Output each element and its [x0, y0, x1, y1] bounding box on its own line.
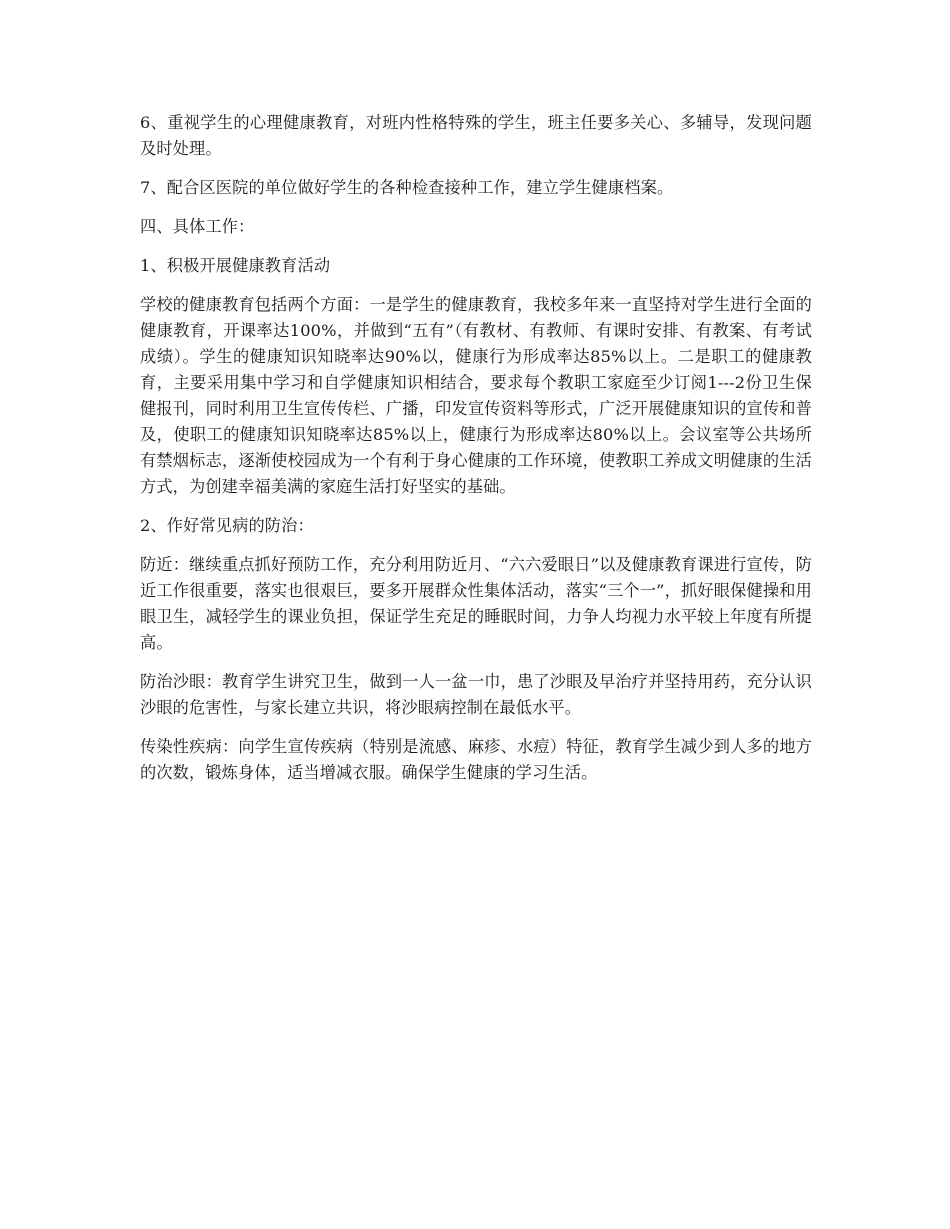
paragraph-myopia-prevention: 防近：继续重点抓好预防工作，充分利用防近月、“六六爱眼日”以及健康教育课进行宣传，防近工作很重要，落实也很艰巨，要多开展群众性集体活动，落实“三个一”，抓好眼保健操和用眼卫生，减轻学生的课业负担，保证学生充足的睡眠时间，力争人均视力水平较上年度有所提高。 [140, 555, 812, 652]
subheading-health-education: 1、积极开展健康教育活动 [140, 256, 331, 275]
paragraph-item-7: 7、配合区医院的单位做好学生的各种检查接种工作，建立学生健康档案。 [140, 178, 674, 197]
paragraph-health-education: 学校的健康教育包括两个方面：一是学生的健康教育，我校多年来一直坚持对学生进行全面的健康教育，开课率达100%，并做到“五有”（有教材、有教师、有课时安排、有教案、有考试成绩）。学生的健康知识知晓率达90%以，健康行为形成率达85%以上。二是职工的健康教育，主要采用集中学习和自学健康知识相结合，要求每个教职工家庭至少订阅1---2份卫生保健报刊，同时利用卫生宣传传栏、广播，印发宣传资料等形式，广泛开展健康知识的宣传和普及，使职工的健康知识知晓率达85%以上，健康行为形成率达80%以上。会议室等公共场所有禁烟标志，逐渐使校园成为一个有利于身心健康的工作环境，使教职工养成文明健康的生活方式，为创建幸福美满的家庭生活打好坚实的基础。 [140, 295, 812, 496]
paragraph-trachoma-prevention: 防治沙眼：教育学生讲究卫生，做到一人一盆一巾，患了沙眼及早治疗并坚持用药，充分认识沙眼的危害性，与家长建立共识，将沙眼病控制在最低水平。 [140, 672, 812, 717]
paragraph-item-6: 6、重视学生的心理健康教育，对班内性格特殊的学生，班主任要多关心、多辅导，发现问题及时处理。 [140, 113, 812, 158]
document-page [140, 110, 812, 799]
paragraph-infectious-diseases: 传染性疾病：向学生宣传疾病（特别是流感、麻疹、水痘）特征，教育学生减少到人多的地方的次数，锻炼身体，适当增减衣服。确保学生健康的学习生活。 [140, 737, 812, 782]
subheading-common-diseases: 2、作好常见病的防治： [140, 516, 314, 535]
section-heading-specific-work: 四、具体工作： [140, 217, 255, 236]
